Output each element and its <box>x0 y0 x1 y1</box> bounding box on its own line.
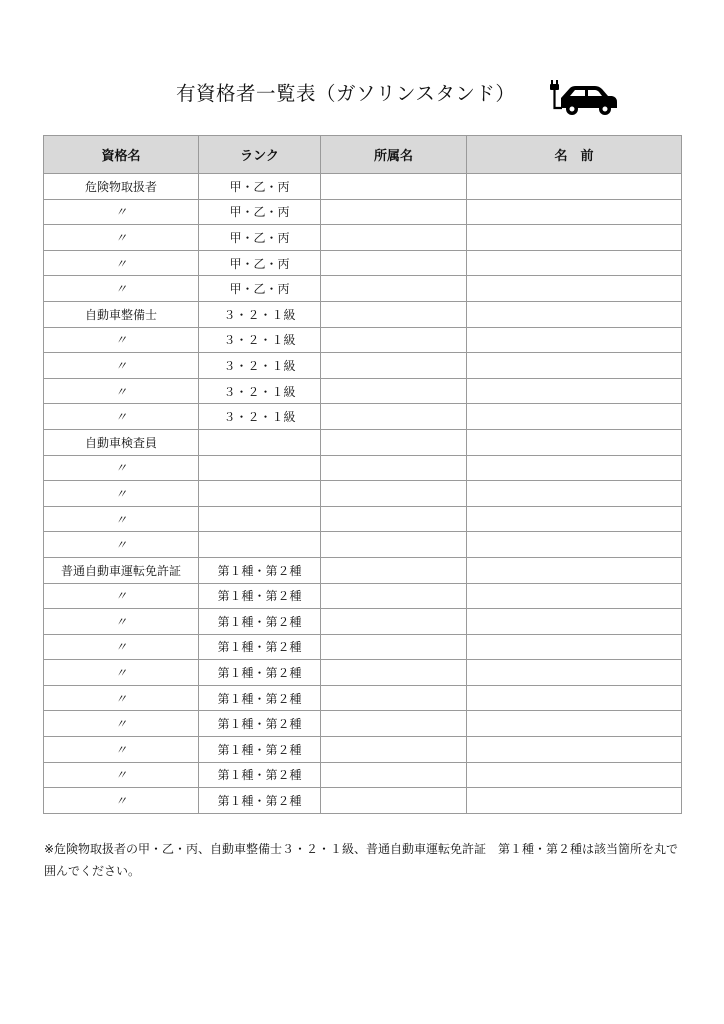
table-row <box>44 481 682 507</box>
name-cell[interactable] <box>467 660 682 686</box>
qualification-cell: 自動車検査員 <box>44 429 199 455</box>
affiliation-cell[interactable] <box>321 199 467 225</box>
qualification-cell: 〃 <box>44 353 199 379</box>
affiliation-cell[interactable] <box>321 327 467 353</box>
name-cell[interactable] <box>467 506 682 532</box>
name-cell[interactable] <box>467 276 682 302</box>
name-cell[interactable] <box>467 225 682 251</box>
affiliation-cell[interactable] <box>321 250 467 276</box>
rank-cell: ３・２・１級 <box>199 404 321 430</box>
rank-cell: ３・２・１級 <box>199 353 321 379</box>
name-cell[interactable] <box>467 455 682 481</box>
affiliation-cell[interactable] <box>321 481 467 507</box>
rank-cell: 甲・乙・丙 <box>199 276 321 302</box>
qualification-cell: 〃 <box>44 327 199 353</box>
qualification-cell: 〃 <box>44 583 199 609</box>
name-cell[interactable] <box>467 685 682 711</box>
name-cell[interactable] <box>467 429 682 455</box>
affiliation-cell[interactable] <box>321 788 467 814</box>
qualification-cell: 〃 <box>44 788 199 814</box>
affiliation-cell[interactable] <box>321 276 467 302</box>
table-header-row <box>44 136 682 174</box>
ev-car-charging-icon <box>548 78 620 118</box>
name-cell[interactable] <box>467 634 682 660</box>
rank-cell <box>199 506 321 532</box>
table-row <box>44 404 682 430</box>
affiliation-cell[interactable] <box>321 174 467 200</box>
affiliation-cell[interactable] <box>321 353 467 379</box>
qualification-cell: 〃 <box>44 506 199 532</box>
table-row <box>44 506 682 532</box>
name-cell[interactable] <box>467 378 682 404</box>
title-row <box>0 72 724 116</box>
name-cell[interactable] <box>467 788 682 814</box>
table-row <box>44 250 682 276</box>
affiliation-cell[interactable] <box>321 609 467 635</box>
name-cell[interactable] <box>467 583 682 609</box>
qualification-cell: 〃 <box>44 250 199 276</box>
header-name: 名 前 <box>467 136 682 174</box>
table-row <box>44 455 682 481</box>
affiliation-cell[interactable] <box>321 583 467 609</box>
affiliation-cell[interactable] <box>321 660 467 686</box>
qualification-cell: 〃 <box>44 532 199 558</box>
qualification-cell: 〃 <box>44 711 199 737</box>
rank-cell: 甲・乙・丙 <box>199 174 321 200</box>
rank-cell: 第１種・第２種 <box>199 557 321 583</box>
name-cell[interactable] <box>467 199 682 225</box>
rank-cell: 第１種・第２種 <box>199 583 321 609</box>
rank-cell <box>199 455 321 481</box>
affiliation-cell[interactable] <box>321 711 467 737</box>
rank-cell <box>199 532 321 558</box>
table-row <box>44 762 682 788</box>
name-cell[interactable] <box>467 711 682 737</box>
table-row <box>44 378 682 404</box>
qualification-cell: 〃 <box>44 609 199 635</box>
rank-cell: 第１種・第２種 <box>199 762 321 788</box>
qualification-cell: 自動車整備士 <box>44 301 199 327</box>
rank-cell: 第１種・第２種 <box>199 711 321 737</box>
rank-cell: 第１種・第２種 <box>199 660 321 686</box>
qualification-cell: 〃 <box>44 199 199 225</box>
name-cell[interactable] <box>467 762 682 788</box>
table-row <box>44 711 682 737</box>
rank-cell <box>199 429 321 455</box>
table-row <box>44 557 682 583</box>
affiliation-cell[interactable] <box>321 557 467 583</box>
header-affiliation: 所属名 <box>321 136 467 174</box>
affiliation-cell[interactable] <box>321 455 467 481</box>
page-title: 有資格者一覧表（ガソリンスタンド） <box>176 82 516 105</box>
name-cell[interactable] <box>467 250 682 276</box>
qualification-cell: 〃 <box>44 276 199 302</box>
rank-cell: ３・２・１級 <box>199 378 321 404</box>
table-row <box>44 609 682 635</box>
affiliation-cell[interactable] <box>321 532 467 558</box>
qualification-cell: 〃 <box>44 481 199 507</box>
qualification-table <box>43 135 682 814</box>
footnote: ※危険物取扱者の甲・乙・丙、自動車整備士３・２・１級、普通自動車運転免許証 第１種・第２種は該当箇所を丸で囲んでください。 <box>44 842 679 878</box>
table-row <box>44 685 682 711</box>
header-qualification: 資格名 <box>44 136 199 174</box>
rank-cell: 第１種・第２種 <box>199 788 321 814</box>
affiliation-cell[interactable] <box>321 685 467 711</box>
rank-cell: 第１種・第２種 <box>199 634 321 660</box>
rank-cell: ３・２・１級 <box>199 301 321 327</box>
rank-cell: 第１種・第２種 <box>199 737 321 763</box>
affiliation-cell[interactable] <box>321 225 467 251</box>
table-row <box>44 301 682 327</box>
rank-cell: 第１種・第２種 <box>199 685 321 711</box>
affiliation-cell[interactable] <box>321 301 467 327</box>
qualification-cell: 〃 <box>44 634 199 660</box>
table-row <box>44 353 682 379</box>
rank-cell <box>199 481 321 507</box>
rank-cell: 第１種・第２種 <box>199 609 321 635</box>
affiliation-cell[interactable] <box>321 506 467 532</box>
table-row <box>44 583 682 609</box>
table-row <box>44 225 682 251</box>
table-row <box>44 276 682 302</box>
affiliation-cell[interactable] <box>321 404 467 430</box>
table-row <box>44 429 682 455</box>
qualification-cell: 〃 <box>44 455 199 481</box>
qualification-cell: 〃 <box>44 762 199 788</box>
name-cell[interactable] <box>467 327 682 353</box>
rank-cell: 甲・乙・丙 <box>199 250 321 276</box>
qualification-cell: 〃 <box>44 225 199 251</box>
table-row <box>44 199 682 225</box>
qualification-cell: 〃 <box>44 660 199 686</box>
header-rank: ランク <box>199 136 321 174</box>
qualification-cell: 〃 <box>44 404 199 430</box>
rank-cell: ３・２・１級 <box>199 327 321 353</box>
qualification-cell: 危険物取扱者 <box>44 174 199 200</box>
table-row <box>44 660 682 686</box>
affiliation-cell[interactable] <box>321 737 467 763</box>
affiliation-cell[interactable] <box>321 762 467 788</box>
table-row <box>44 634 682 660</box>
rank-cell: 甲・乙・丙 <box>199 225 321 251</box>
name-cell[interactable] <box>467 737 682 763</box>
name-cell[interactable] <box>467 404 682 430</box>
affiliation-cell[interactable] <box>321 378 467 404</box>
rank-cell: 甲・乙・丙 <box>199 199 321 225</box>
qualification-cell: 〃 <box>44 378 199 404</box>
name-cell[interactable] <box>467 353 682 379</box>
name-cell[interactable] <box>467 609 682 635</box>
qualification-cell: 〃 <box>44 685 199 711</box>
table-row <box>44 327 682 353</box>
name-cell[interactable] <box>467 301 682 327</box>
name-cell[interactable] <box>467 557 682 583</box>
table-row <box>44 174 682 200</box>
table-row <box>44 532 682 558</box>
name-cell[interactable] <box>467 481 682 507</box>
table-row <box>44 788 682 814</box>
name-cell[interactable] <box>467 532 682 558</box>
affiliation-cell[interactable] <box>321 634 467 660</box>
affiliation-cell[interactable] <box>321 429 467 455</box>
table-row <box>44 737 682 763</box>
qualification-cell: 〃 <box>44 737 199 763</box>
qualification-cell: 普通自動車運転免許証 <box>44 557 199 583</box>
name-cell[interactable] <box>467 174 682 200</box>
